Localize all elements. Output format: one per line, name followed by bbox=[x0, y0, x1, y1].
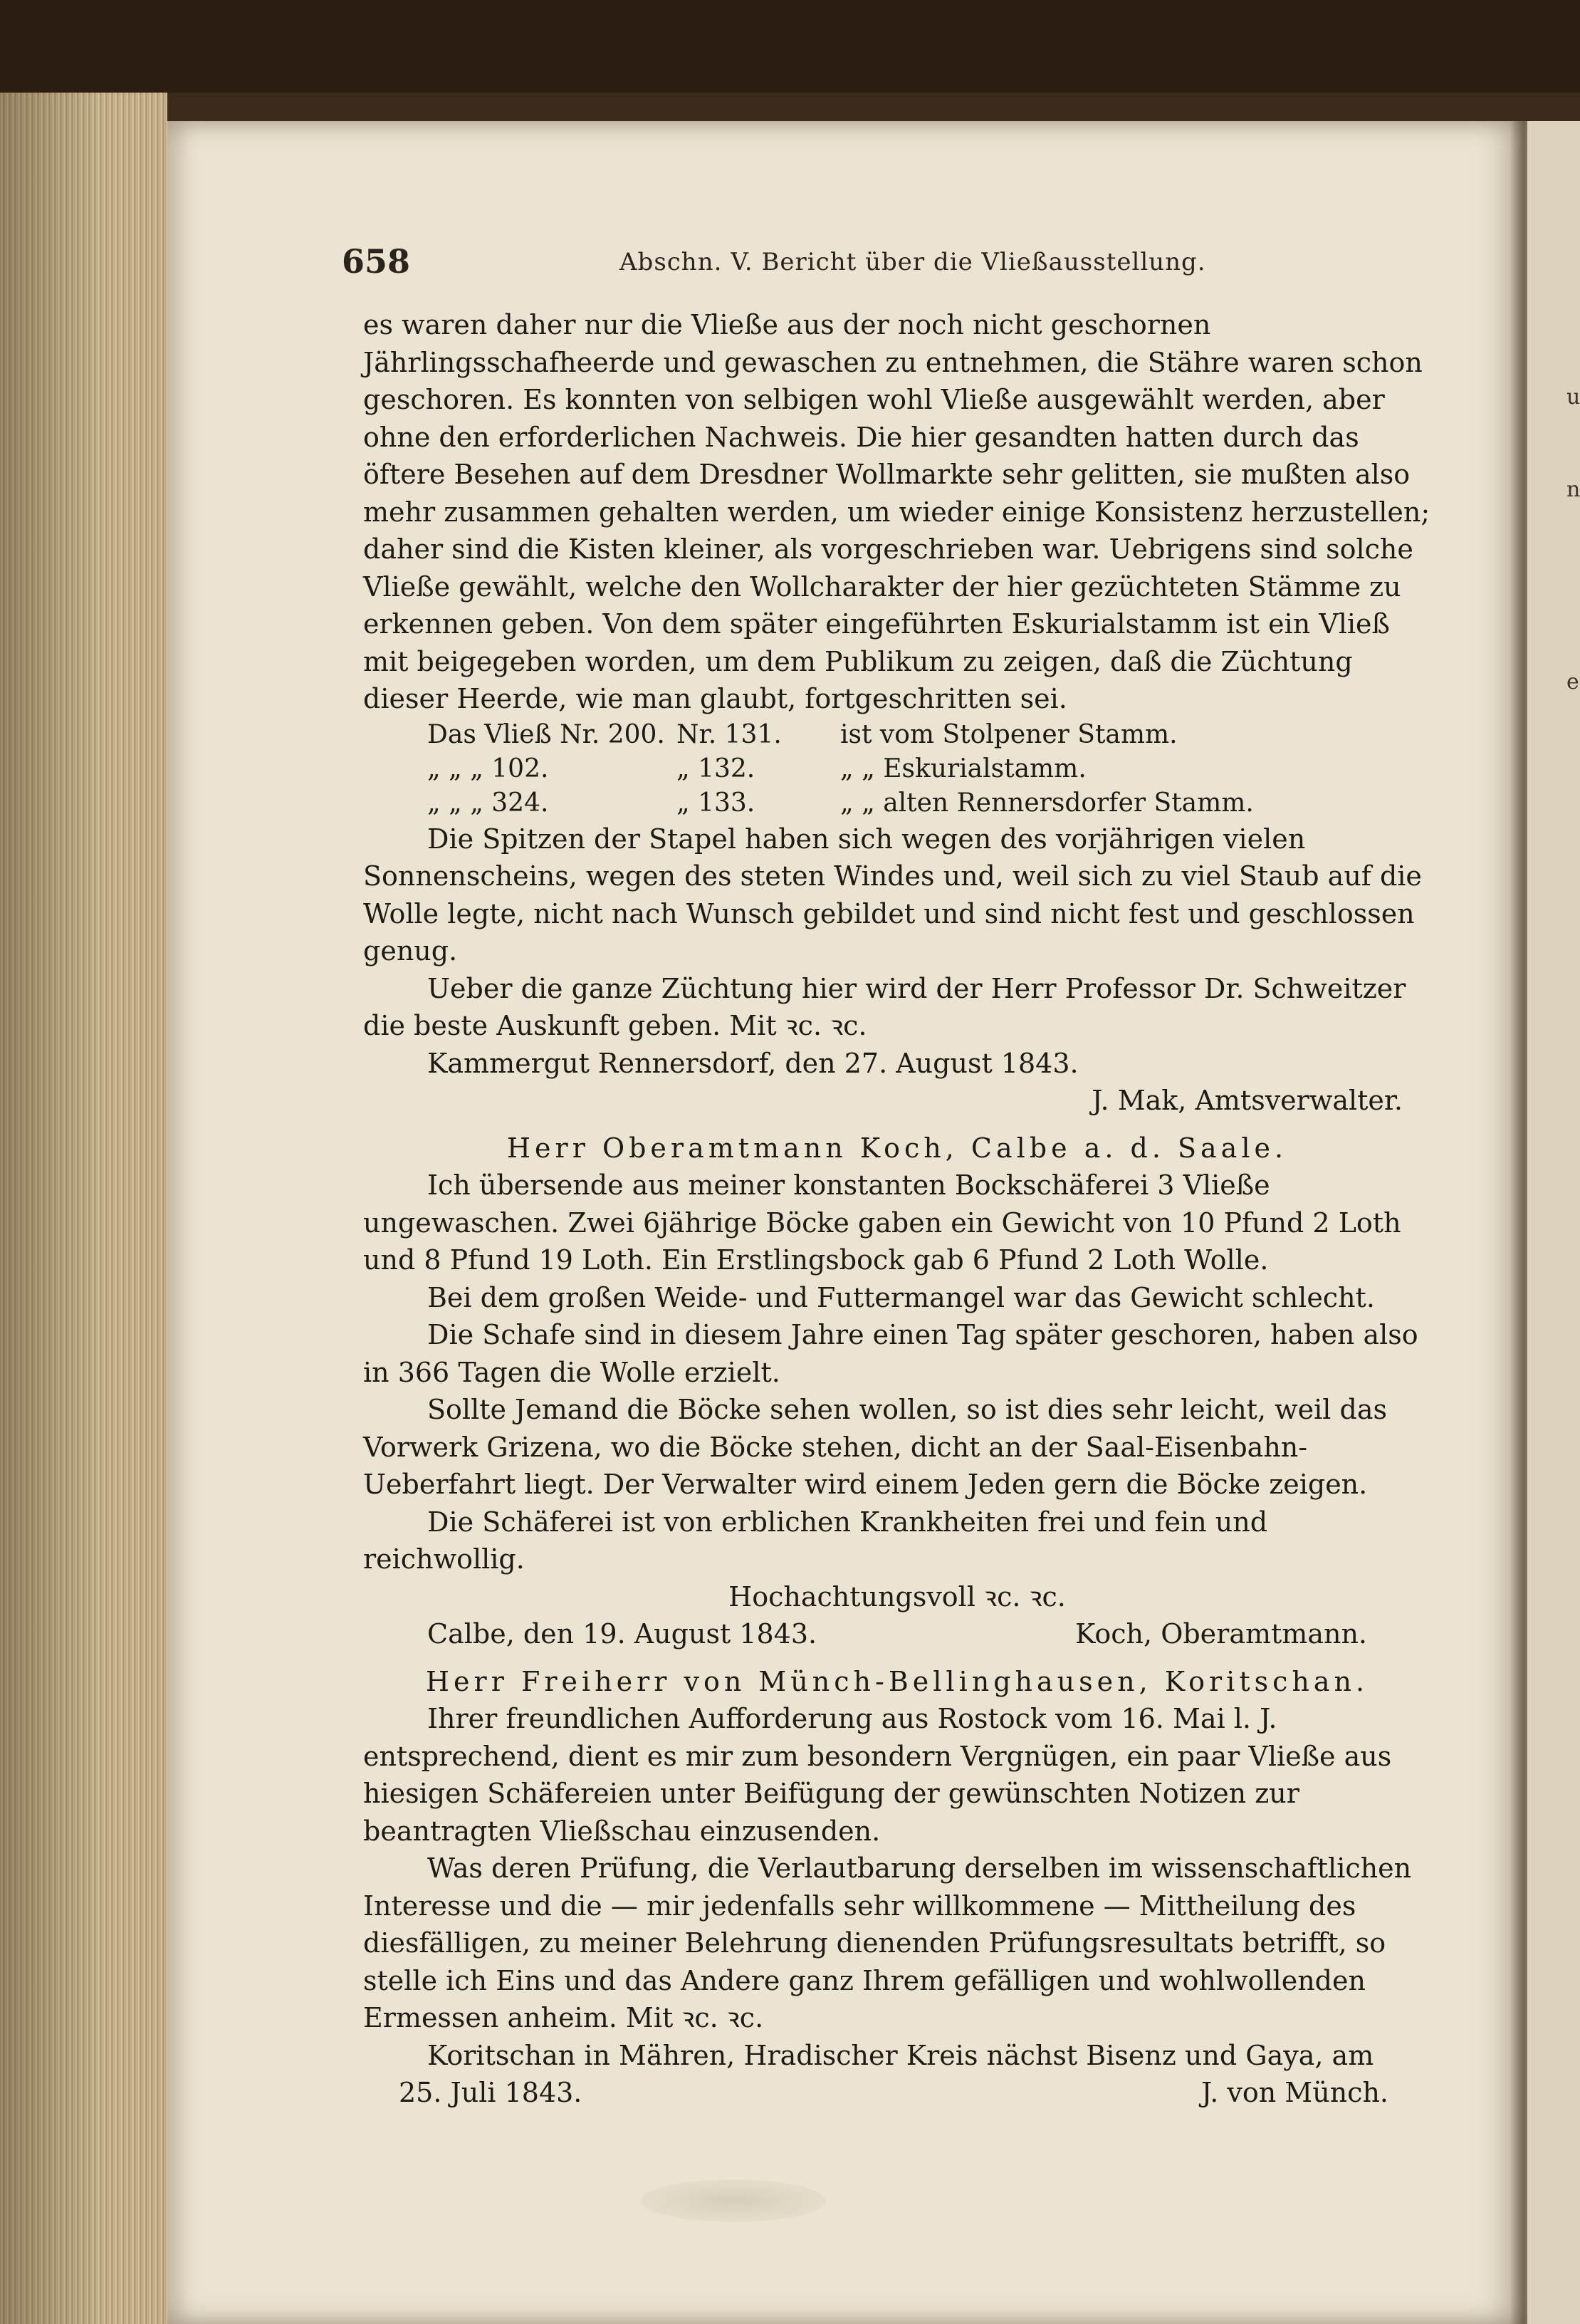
fleece-list-item bbox=[363, 752, 1431, 786]
fleece-number: „ „ „ 102. bbox=[427, 754, 549, 783]
signature: J. von Münch. bbox=[1200, 2077, 1388, 2108]
facing-page-glyph: n bbox=[1566, 477, 1580, 502]
signature: Koch, Oberamtmann. bbox=[1075, 1618, 1367, 1650]
section-heading: Herr Freiherr von Münch-Bellinghausen, Koritschan. bbox=[425, 1665, 1369, 1697]
page-number: 658 bbox=[342, 242, 411, 281]
fleece-list-item bbox=[363, 786, 1431, 820]
fleece-number: „ „ „ 324. bbox=[427, 788, 549, 818]
fleece-number: Das Vließ Nr. 200. bbox=[427, 719, 665, 749]
paragraph: Die Schafe sind in diesem Jahre einen Tag später geschoren, haben also in 366 Tagen die Wolle erzielt. bbox=[363, 1319, 1418, 1388]
signature: J. Mak, Amtsverwalter. bbox=[1092, 1085, 1403, 1116]
date: 25. Juli 1843. bbox=[399, 2077, 582, 2108]
paragraph: Koritschan in Mähren, Hradischer Kreis nächst Bisenz und Gaya, am bbox=[427, 2039, 1374, 2071]
facing-page-glyph: u bbox=[1566, 385, 1580, 410]
paragraph: Was deren Prüfung, die Verlautbarung derselben im wissenschaftlichen Interesse und die — mir jedenfalls sehr willkommene — Mittheilung des diesfälligen, zu meiner Belehrung dienenden Prüfungsresultats betrifft, so stelle ich Eins und das Andere ganz Ihrem gefälligen und wohlwollenden Ermessen anheim. Mit ꝛc. ꝛc. bbox=[363, 1853, 1412, 2033]
paragraph: Ich übersende aus meiner konstanten Bockschäferei 3 Vließe ungewaschen. Zwei 6jährige Böcke gaben ein Gewicht von 10 Pfund 2 Loth und 8 Pfund 19 Loth. Ein Erstlingsbock gab 6 Pfund 2 Loth Wolle. bbox=[363, 1169, 1401, 1276]
paragraph: Die Spitzen der Stapel haben sich wegen des vorjährigen vielen Sonnenscheins, wegen des steten Windes und, weil sich zu viel Staub auf die Wolle legte, nicht nach Wunsch gebildet und sind nicht fest und geschlossen genug. bbox=[363, 823, 1422, 966]
facing-page-glyph: e bbox=[1566, 669, 1579, 694]
section-heading: Herr Oberamtmann Koch, Calbe a. d. Saale. bbox=[506, 1132, 1288, 1164]
fleece-list bbox=[363, 718, 1431, 820]
page-edges bbox=[0, 93, 167, 2324]
paragraph: Ueber die ganze Züchtung hier wird der Herr Professor Dr. Schweitzer die beste Auskunft geben. Mit ꝛc. ꝛc. bbox=[363, 972, 1406, 1041]
running-title: Abschn. V. Bericht über die Vließausstellung. bbox=[619, 248, 1206, 276]
fleece-list-item bbox=[363, 718, 1431, 752]
page-header bbox=[342, 242, 1225, 285]
place-date: Kammergut Rennersdorf, den 27. August 1843. bbox=[427, 1047, 1079, 1079]
page-body bbox=[363, 306, 1431, 2112]
fleece-stock: ist vom Stolpener Stamm. bbox=[840, 719, 1178, 749]
fleece-stock: „ „ Eskurialstamm. bbox=[840, 754, 1087, 783]
paragraph: Ihrer freundlichen Aufforderung aus Rostock vom 16. Mai l. J. entsprechend, dient es mir zum besondern Vergnügen, ein paar Vließe aus hiesigen Schäfereien unter Beifügung der gewünschten Notizen zur beantragten Vließschau einzusenden. bbox=[363, 1703, 1392, 1847]
fleece-alt-number: „ 132. bbox=[676, 754, 755, 783]
place-date: Calbe, den 19. August 1843. bbox=[427, 1618, 817, 1650]
facing-page-edge bbox=[1527, 121, 1580, 2324]
fleece-alt-number: Nr. 131. bbox=[676, 719, 782, 749]
background-dark-top bbox=[0, 0, 1580, 93]
fleece-stock: „ „ alten Rennersdorfer Stamm. bbox=[840, 788, 1254, 818]
paragraph: Die Schäferei ist von erblichen Krankheiten frei und fein und reichwollig. bbox=[363, 1506, 1268, 1575]
signature-line bbox=[363, 2074, 1431, 2112]
paper-stain bbox=[641, 2179, 826, 2222]
signature-line bbox=[363, 1615, 1431, 1653]
paragraph: Sollte Jemand die Böcke sehen wollen, so ist dies sehr leicht, weil das Vorwerk Grizena, wo die Böcke stehen, dicht an der Saal-Eisenbahn-Ueberfahrt liegt. Der Verwalter wird einem Jeden gern die Böcke zeigen. bbox=[363, 1394, 1387, 1500]
fleece-alt-number: „ 133. bbox=[676, 788, 755, 818]
paragraph: es waren daher nur die Vließe aus der noch nicht geschornen Jährlingsschafheerde und gewaschen zu entnehmen, die Stähre waren schon geschoren. Es konnten von selbigen wohl Vließe ausgewählt werden, aber ohne den erforderlichen Nachweis. Die hier gesandten hatten durch das öftere Besehen auf dem Dresdner Wollmarkte sehr gelitten, sie mußten also mehr zusammen gehalten werden, um wieder einige Konsistenz herzustellen; daher sind die Kisten kleiner, als vorgeschrieben war. Uebrigens sind solche Vließe gewählt, welche den Wollcharakter der hier gezüchteten Stämme zu erkennen geben. Von dem später eingeführten Eskurialstamm ist ein Vließ mit beigegeben worden, um dem Publikum zu zeigen, daß die Züchtung dieser Heerde, wie man glaubt, fortgeschritten sei. bbox=[363, 309, 1430, 714]
closing: Hochachtungsvoll ꝛc. ꝛc. bbox=[728, 1580, 1066, 1612]
paragraph: Bei dem großen Weide- und Futtermangel war das Gewicht schlecht. bbox=[427, 1281, 1375, 1313]
